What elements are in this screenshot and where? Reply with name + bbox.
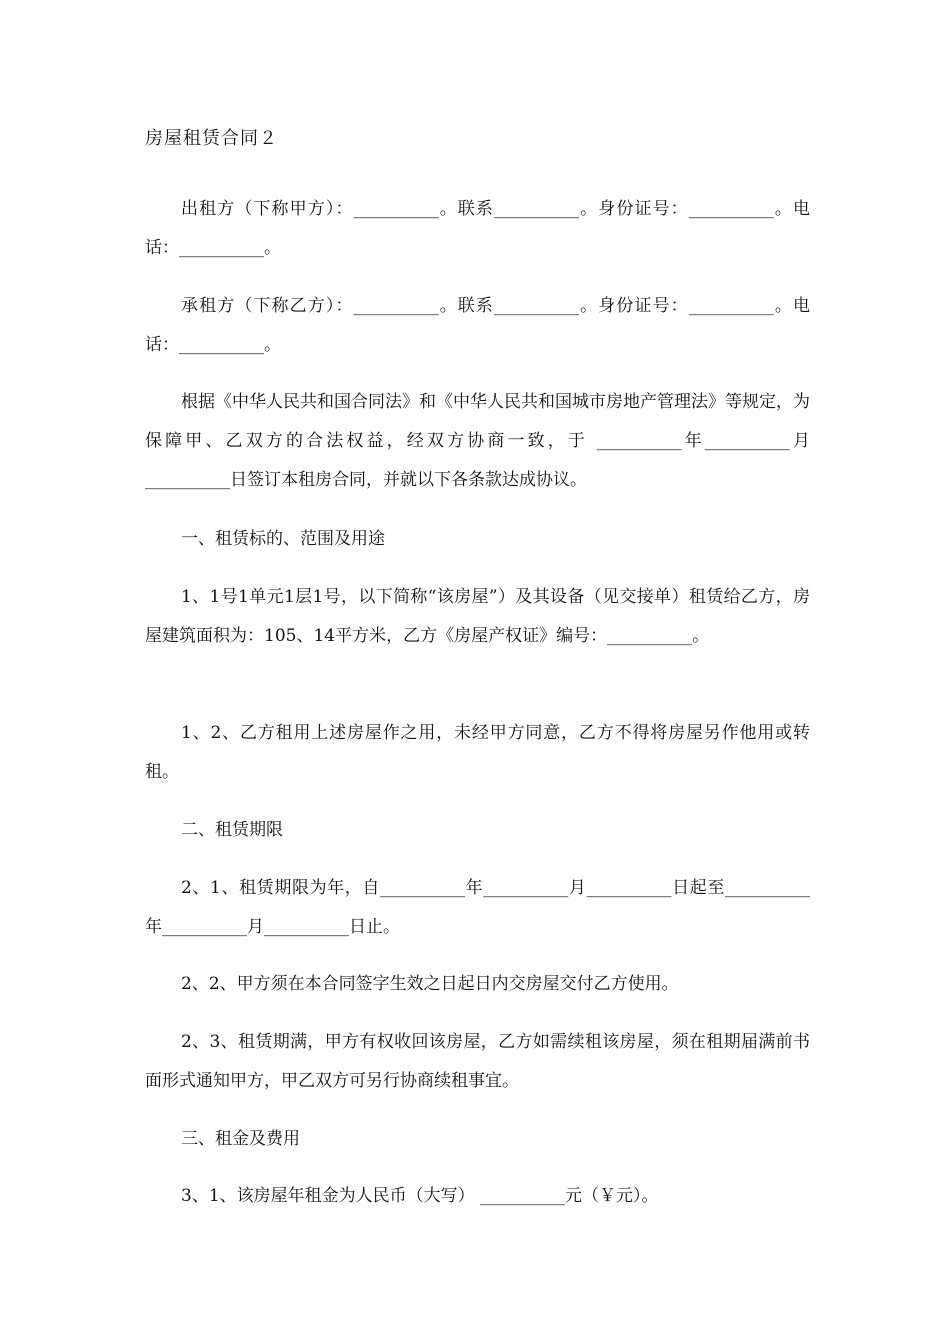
clause-2-2-paragraph: 2、2、甲方须在本合同签字生效之日起日内交房屋交付乙方使用。 xyxy=(181,974,679,994)
preamble-paragraph: 根据《中华人民共和国合同法》和《中华人民共和国城市房地产管理法》等规定，为保障甲、乙双方的合法权益，经双方协商一致，于 __________年__________月__________日签订本租房合同，并就以下各条款达成协议。 xyxy=(145,392,810,490)
clause-3-1-paragraph: 3、1、该房屋年租金为人民币（大写） __________元（￥元）。 xyxy=(181,1186,659,1206)
section-3-heading: 三、租金及费用 xyxy=(181,1129,300,1149)
section-1-heading: 一、租赁标的、范围及用途 xyxy=(181,529,385,549)
document-title: 房屋租赁合同２ xyxy=(145,128,278,149)
clause-2-3-paragraph: 2、3、租赁期满，甲方有权收回该房屋，乙方如需续租该房屋，须在租期届满前书面形式通知甲方，甲乙双方可另行协商续租事宜。 xyxy=(145,1032,810,1091)
clause-1-1-paragraph: 1、1号1单元1层1号，以下简称“该房屋”）及其设备（见交接单）租赁给乙方，房屋建筑面积为：105、14平方米，乙方《房屋产权证》编号：__________。 xyxy=(145,587,810,646)
section-2-heading: 二、租赁期限 xyxy=(181,820,283,840)
clause-2-1-paragraph: 2、1、租赁期限为年，自__________年__________月__________日起至__________年__________月__________日止。 xyxy=(145,878,810,937)
lessor-info-paragraph: 出租方（下称甲方）：__________。联系__________。身份证号：__________。电话：__________。 xyxy=(145,199,810,258)
lessee-info-paragraph: 承租方（下称乙方）：__________。联系__________。身份证号：__________。电话：__________。 xyxy=(145,296,810,355)
clause-1-2-paragraph: 1、2、乙方租用上述房屋作之用，未经甲方同意，乙方不得将房屋另作他用或转租。 xyxy=(145,723,810,782)
